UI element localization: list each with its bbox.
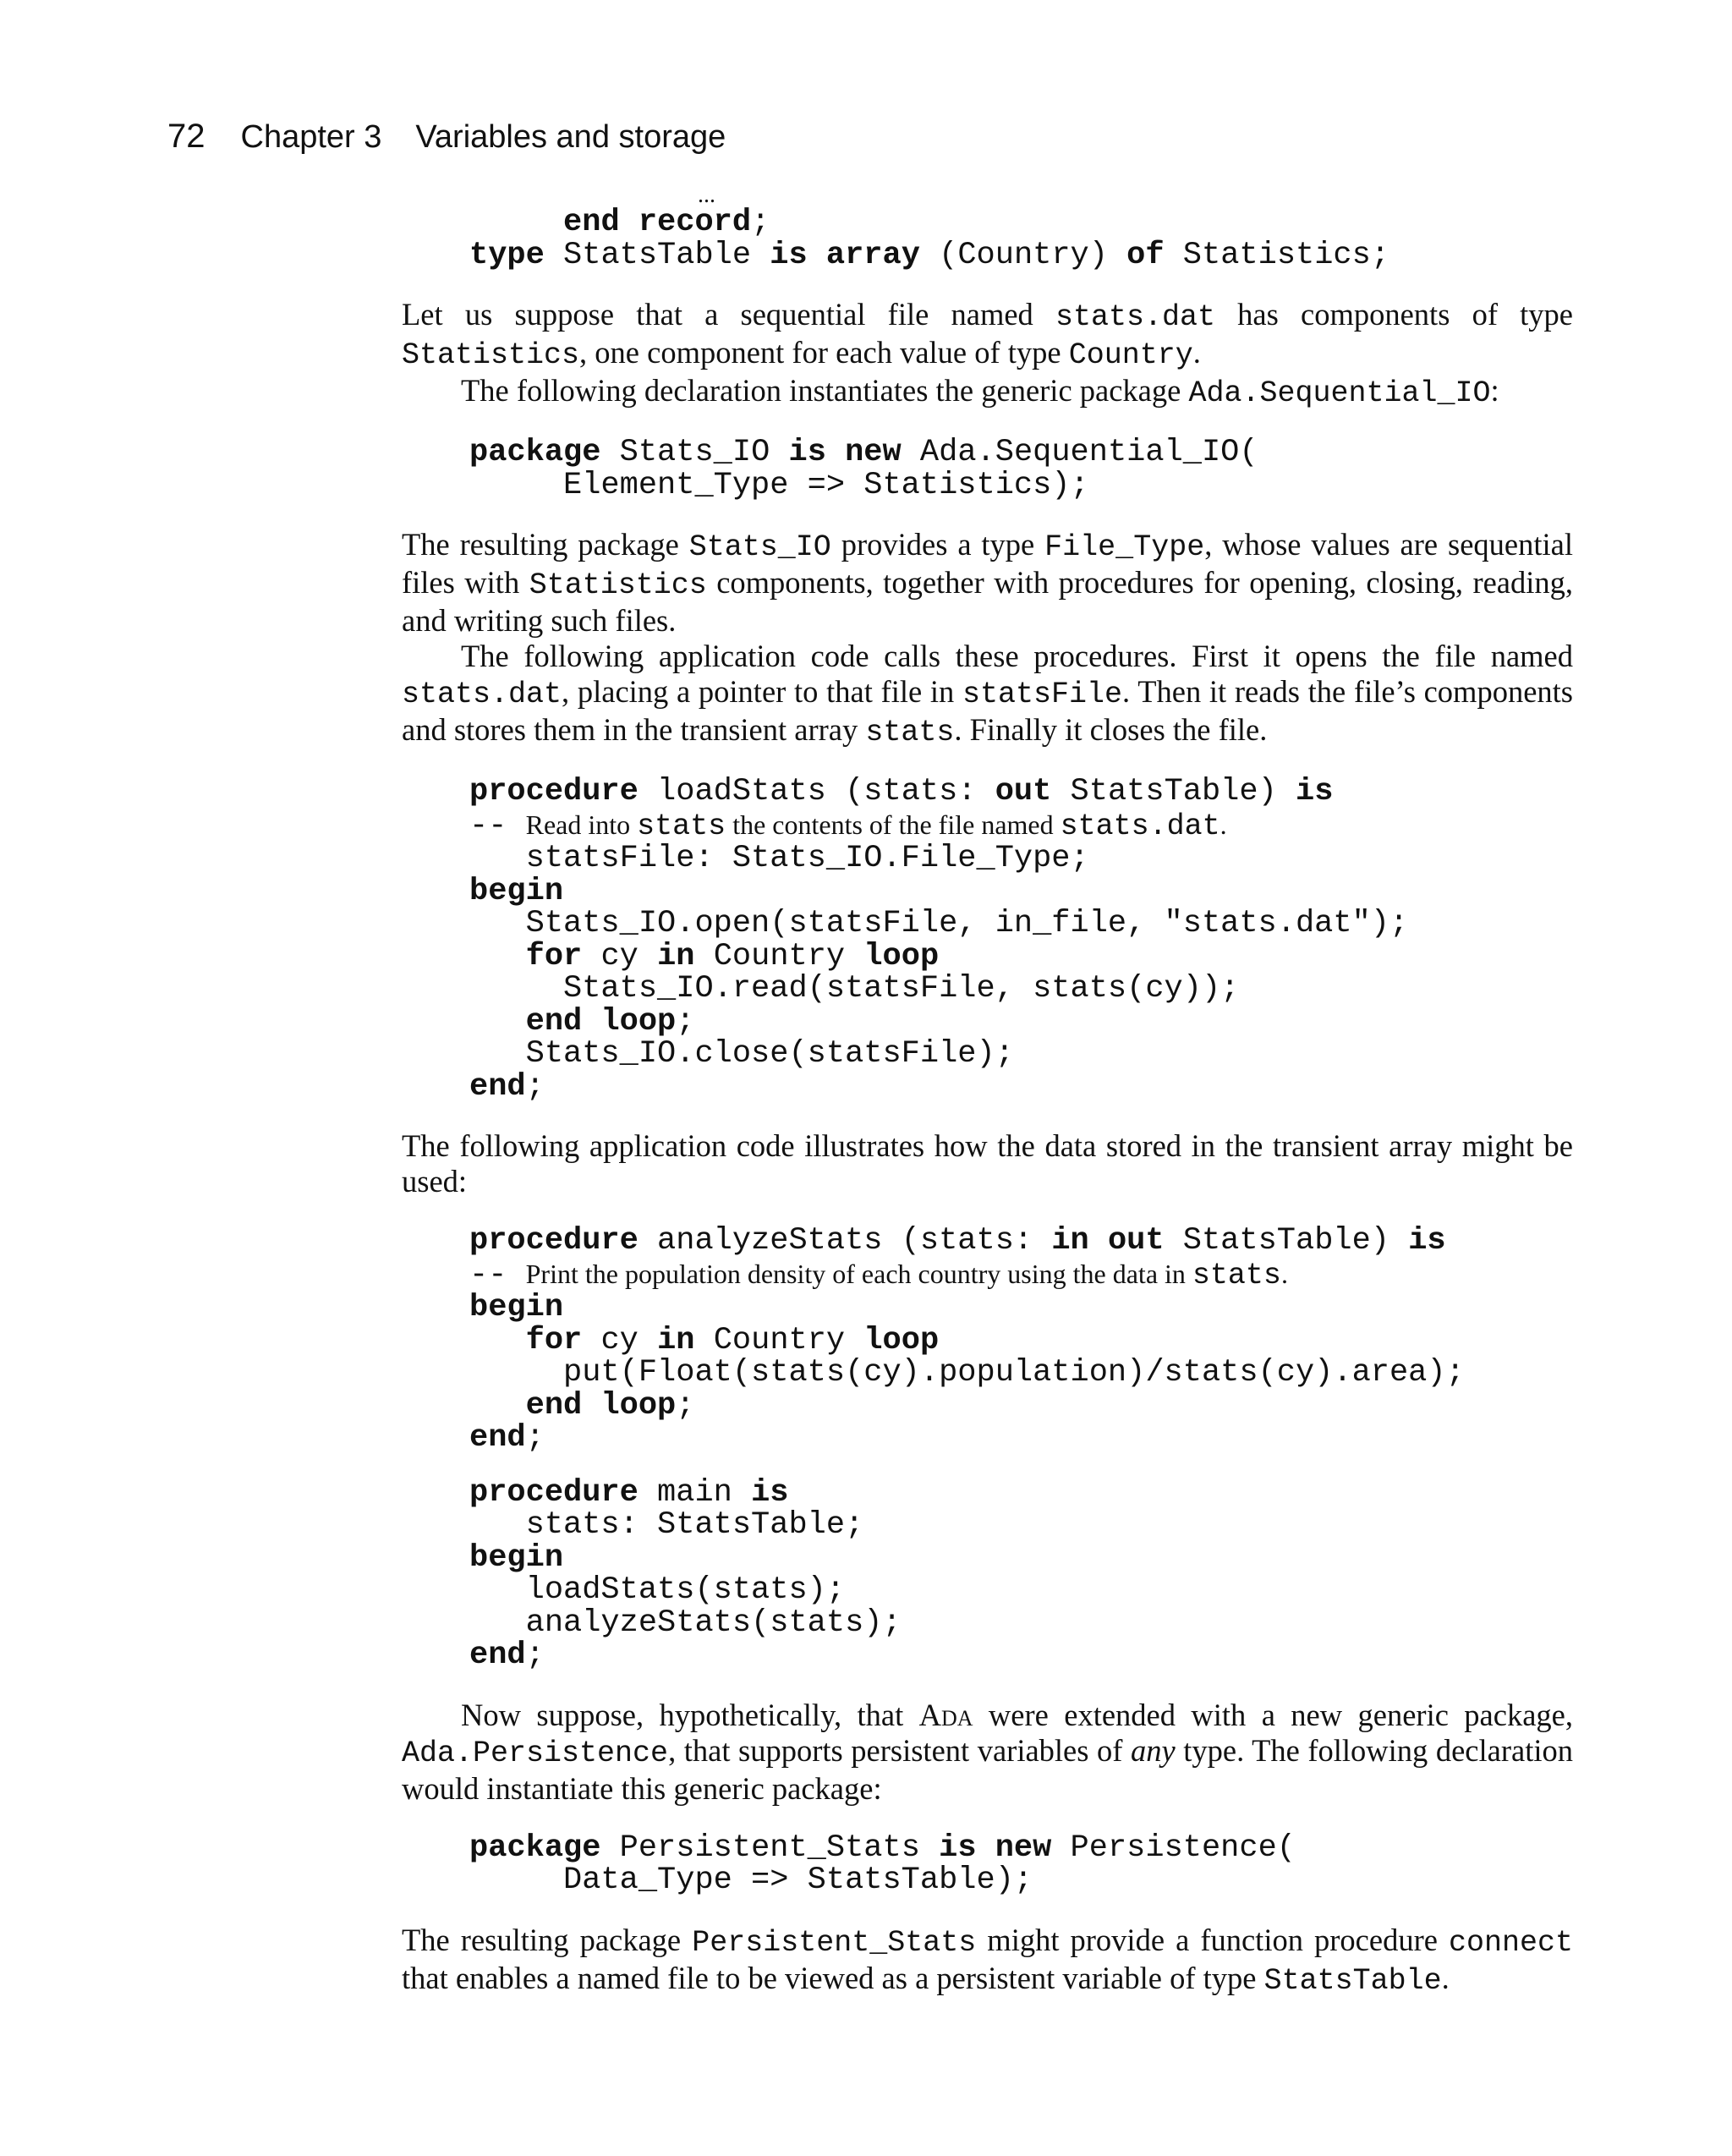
paragraph-analyze-intro: The following application code illustrates how the data stored in the transient array might be used:: [402, 1128, 1573, 1199]
ellipsis: ...: [698, 182, 715, 208]
paragraph-persistence: Now suppose, hypothetically, that Ada were extended with a new generic package, Ada.Persistence, that supports persistent variables of any type. The following declaration would instantiate this generic package:: [402, 1697, 1573, 1806]
inline-code: connect: [1448, 1925, 1574, 1960]
code-line: analyzeStats(stats);: [469, 1605, 902, 1641]
inline-code: Statistics: [529, 568, 707, 602]
code-block-main: procedure main is stats: StatsTable; begin loadStats(stats); analyzeStats(stats); end;: [469, 1474, 902, 1673]
code-keyword: is array: [770, 237, 920, 273]
code-line: loadStats(stats);: [469, 1572, 846, 1608]
inline-code: Statistics: [402, 338, 580, 372]
code-text: (Country): [919, 237, 1127, 273]
code-keyword: is new: [788, 435, 902, 470]
code-keyword: end loop: [525, 1387, 677, 1424]
code-keyword: end: [469, 1638, 526, 1673]
code-block-analyze-stats: procedure analyzeStats (stats: in out StatsTable) is -- Print the population density of each country using the data in stats. begin for cy in Country loop put(Float(stats(cy).population)/stats(cy).area); end loop; end;: [469, 1223, 1465, 1456]
code-comment-dash: --: [469, 808, 526, 844]
code-line: Stats_IO.open(statsFile, in_file, "stats.dat");: [469, 906, 1409, 941]
running-header: [167, 115, 726, 158]
code-block-load-stats: procedure loadStats (stats: out StatsTable) is -- Read into stats the contents of the file named stats.dat. statsFile: Stats_IO.File_Type; begin Stats_IO.open(statsFile, in_file, "stats.dat"); for cy in Country loop Stats_IO.read(statsFile, stats(cy)); end loop; Stats_IO.close(statsFile); end;: [469, 774, 1409, 1105]
code-line: Stats_IO.read(statsFile, stats(cy));: [469, 971, 1240, 1007]
inline-code: Ada.Sequential_IO: [1188, 376, 1491, 410]
inline-code: stats: [865, 716, 955, 749]
inline-code: stats.dat: [1055, 300, 1215, 334]
paragraph-resulting-package: The resulting package Stats_IO provides a type File_Type, whose values are sequential files with Statistics components, together with procedures for opening, closing, reading, and writing such files.: [402, 527, 1574, 638]
paragraph-connect: The resulting package Persistent_Stats might provide a function procedure connect that enables a named file to be viewed as a persistent variable of type StatsTable.: [402, 1922, 1574, 1998]
code-keyword: in out: [1051, 1223, 1165, 1259]
code-keyword: out: [995, 774, 1052, 809]
code-keyword: end: [469, 1068, 526, 1105]
code-keyword: in: [657, 938, 695, 974]
inline-code: Persistent_Stats: [692, 1925, 977, 1960]
code-line: Element_Type => Statistics);: [469, 467, 1089, 503]
code-keyword: of: [1126, 237, 1165, 273]
page-body: [402, 184, 1573, 1999]
inline-code: Stats_IO: [688, 530, 831, 564]
emphasis: any: [1130, 1732, 1176, 1768]
code-keyword: procedure: [469, 774, 639, 809]
paragraph-stats-file: Let us suppose that a sequential file named stats.dat has components of type Statistics, one component for each value of type Country.: [402, 297, 1573, 372]
page-number: 72: [167, 118, 206, 155]
small-caps-ada: Ada: [918, 1697, 973, 1732]
inline-code: StatsTable: [1263, 1963, 1442, 1998]
code-keyword: is: [1296, 774, 1334, 809]
code-keyword: package: [469, 435, 601, 470]
inline-code: Ada.Persistence: [402, 1736, 669, 1770]
code-line: put(Float(stats(cy).population)/stats(cy).area);: [469, 1355, 1465, 1391]
chapter-label: Chapter 3: [240, 119, 382, 155]
code-comment: Read into: [525, 809, 638, 840]
code-keyword: end record: [563, 205, 752, 240]
code-keyword: procedure: [469, 1223, 639, 1259]
section-title: Variables and storage: [415, 119, 726, 155]
code-comment-dash: --: [469, 1257, 526, 1293]
inline-code: File_Type: [1044, 530, 1205, 564]
code-block-stats-type: [402, 184, 1573, 272]
inline-code: stats.dat: [402, 678, 562, 711]
code-keyword: is: [1408, 1223, 1446, 1259]
code-line: stats: StatsTable;: [469, 1507, 864, 1543]
code-keyword: in: [657, 1322, 695, 1358]
code-text: ;: [751, 205, 770, 240]
paragraph-instantiation: The following declaration instantiates the generic package Ada.Sequential_IO:: [461, 373, 1499, 410]
code-keyword: package: [469, 1830, 601, 1866]
code-keyword: begin: [469, 1290, 564, 1325]
code-line: Data_Type => StatsTable);: [469, 1862, 1033, 1898]
code-keyword: loop: [863, 1322, 940, 1358]
code-keyword: end loop: [525, 1003, 677, 1040]
code-text: Statistics;: [1164, 237, 1390, 273]
code-keyword: loop: [863, 938, 940, 974]
code-keyword: for: [525, 1322, 583, 1358]
inline-code: statsFile: [962, 678, 1123, 711]
code-keyword: end: [469, 1420, 526, 1456]
code-keyword: begin: [469, 1539, 564, 1576]
code-keyword: procedure: [469, 1474, 639, 1511]
code-keyword: is new: [939, 1830, 1052, 1866]
code-line: statsFile: Stats_IO.File_Type;: [469, 841, 1089, 876]
code-block-stats-io: package Stats_IO is new Ada.Sequential_IO( Element_Type => Statistics);: [469, 435, 1258, 503]
code-keyword: is: [751, 1474, 789, 1511]
code-keyword: begin: [469, 873, 564, 909]
code-keyword: for: [525, 938, 583, 974]
code-comment: Print the population density of each country using the data in: [525, 1258, 1192, 1289]
code-line: Stats_IO.close(statsFile);: [469, 1036, 1014, 1072]
code-text: StatsTable: [544, 237, 770, 273]
code-keyword: type: [469, 237, 545, 273]
paragraph-application-code: The following application code calls these procedures. First it opens the file named stats.dat, placing a pointer to that file in statsFile. Then it reads the file’s components and stores them in the transient array stats. Finally it closes the file.: [402, 639, 1573, 749]
code-block-persistent-stats: package Persistent_Stats is new Persistence( Data_Type => StatsTable);: [469, 1830, 1296, 1898]
inline-code: Country: [1068, 338, 1193, 372]
